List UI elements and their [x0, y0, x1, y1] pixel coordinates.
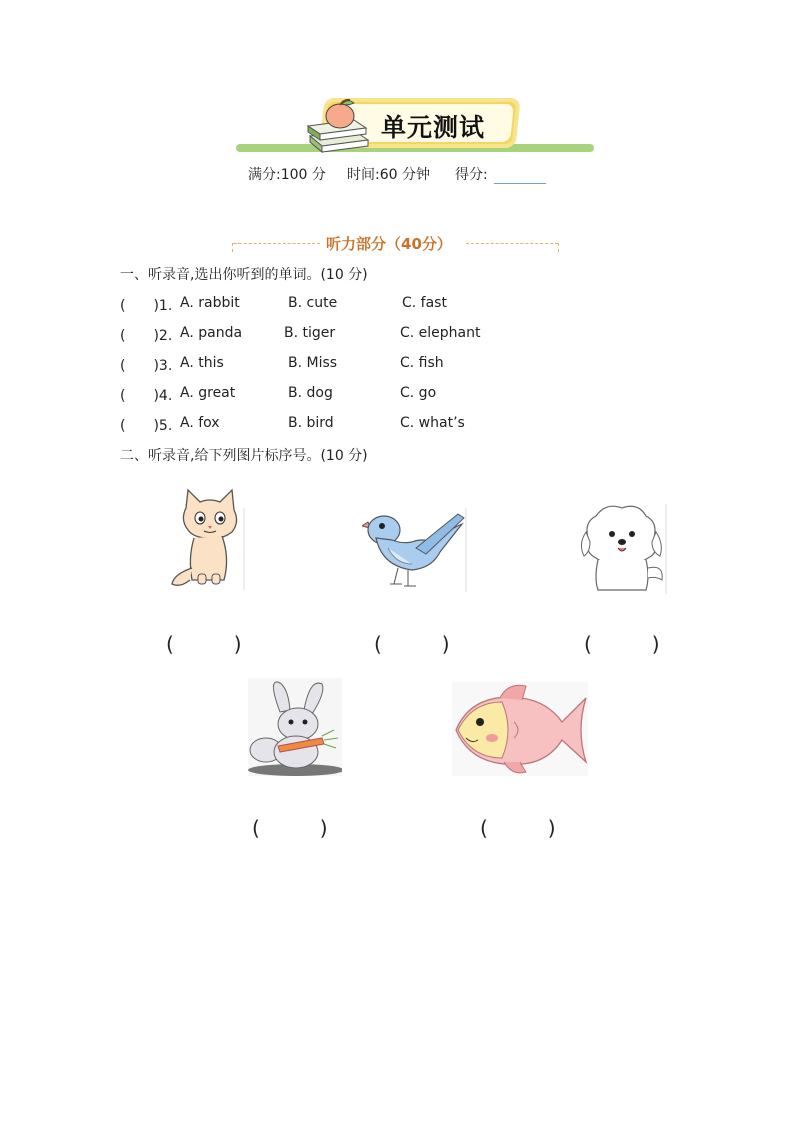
time-text: 时间:60 分钟: [347, 167, 430, 183]
books-peach-icon: [304, 96, 370, 158]
q1-option-b: B. cute: [288, 295, 338, 311]
section-divider-left: [234, 243, 320, 244]
q1-option-b: B. dog: [288, 385, 333, 401]
q2-title: 二、听录音,给下列图片标序号。(10 分): [120, 448, 368, 464]
score-blank[interactable]: [494, 183, 546, 184]
q1-option-c: C. go: [400, 385, 437, 401]
q1-item-number[interactable]: ( )1.: [120, 298, 173, 314]
q1-option-a: A. rabbit: [180, 295, 240, 311]
answer-bracket-dog[interactable]: ( ): [584, 632, 660, 656]
q1-item-number[interactable]: ( )5.: [120, 418, 173, 434]
section-divider-cap-left: [232, 243, 241, 252]
full-score-text: 满分:100 分: [248, 167, 326, 183]
q1-item-number[interactable]: ( )2.: [120, 328, 173, 344]
dog-icon: [576, 504, 668, 594]
q1-option-c: C. what’s: [400, 415, 465, 431]
q1-option-c: C. elephant: [400, 325, 481, 341]
q1-option-a: A. fox: [180, 415, 220, 431]
section-title: 听力部分（40分）: [326, 235, 452, 253]
q1-option-a: A. great: [180, 385, 236, 401]
fish-icon: [452, 682, 590, 776]
answer-bracket-rabbit[interactable]: ( ): [252, 816, 328, 840]
q1-item-number[interactable]: ( )4.: [120, 388, 173, 404]
q1-item-number[interactable]: ( )3.: [120, 358, 173, 374]
bird-icon: [362, 508, 468, 592]
rabbit-icon: [240, 678, 342, 776]
q1-option-c: C. fish: [400, 355, 444, 371]
q1-title: 一、听录音,选出你听到的单词。(10 分): [120, 267, 368, 283]
q1-option-a: A. this: [180, 355, 224, 371]
section-divider-right: [466, 243, 558, 244]
answer-bracket-cat[interactable]: ( ): [166, 632, 242, 656]
cat-icon: [164, 488, 246, 592]
q1-option-b: B. bird: [288, 415, 334, 431]
q1-option-b: B. Miss: [288, 355, 338, 371]
page-title: 单元测试: [380, 113, 485, 142]
q1-option-c: C. fast: [402, 295, 447, 311]
answer-bracket-bird[interactable]: ( ): [374, 632, 450, 656]
score-label: 得分:: [455, 167, 488, 183]
q1-option-a: A. panda: [180, 325, 243, 341]
answer-bracket-fish[interactable]: ( ): [480, 816, 556, 840]
section-divider-cap-right: [550, 243, 559, 252]
q1-option-b: B. tiger: [284, 325, 336, 341]
